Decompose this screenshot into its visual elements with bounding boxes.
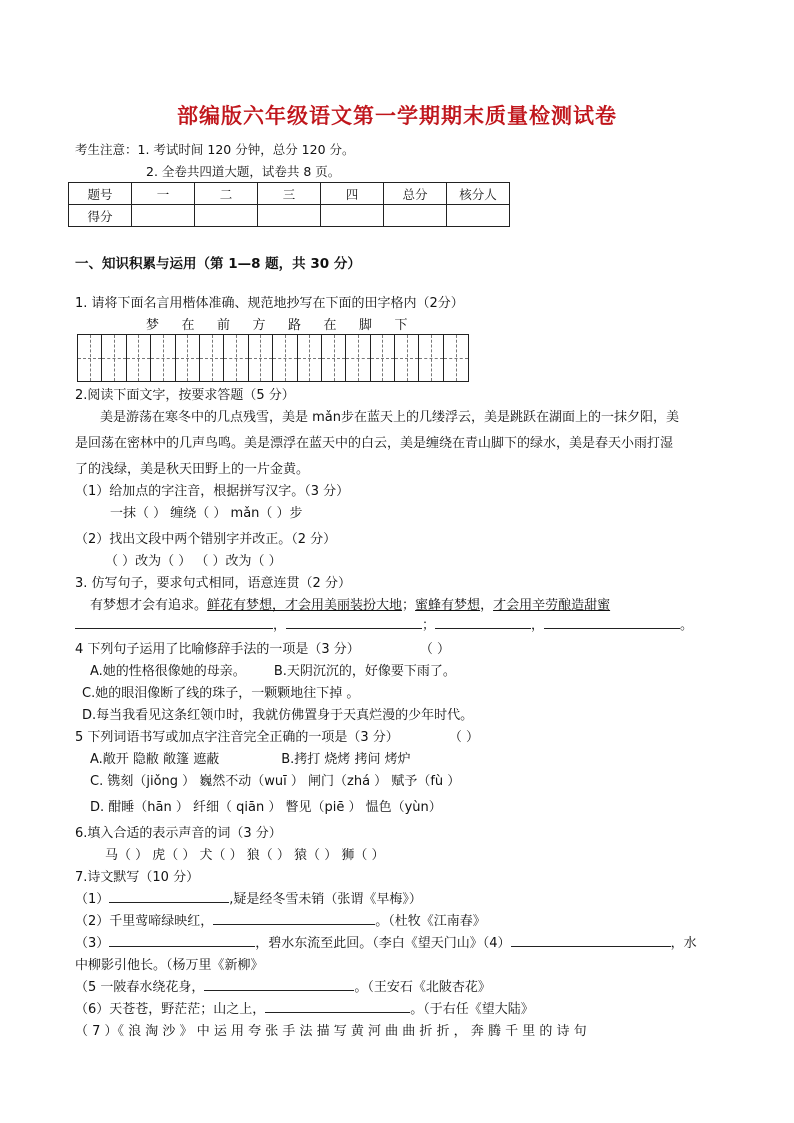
table-cell: 题号 [69,183,132,205]
question-text: 5 下列词语书写或加点字注音完全正确的一项是（3 分） [75,730,399,745]
poem-line [75,910,486,929]
score-input-cell[interactable] [321,205,384,227]
grid-cell[interactable] [298,335,322,381]
answer-line[interactable]: 一抹（ ） 缠绕（ ） mǎn（ ）步 [110,506,303,521]
grid-cell[interactable] [127,335,151,381]
option-row [90,660,456,679]
blank[interactable] [286,616,422,629]
poem-text: ,疑是经冬雪未销（张谓《早梅》） [229,892,422,907]
passage-line: 是回荡在密林中的几声鸟鸣。美是漂浮在蓝天中的白云，美是缠绕在青山脚下的绿水，美是春天小雨打湿 [75,436,674,451]
section-heading: 一、知识积累与运用（第 1—8 题，共 30 分） [75,256,361,272]
copy-char: 前 [217,318,231,333]
poem-text: 。（王安石《北陂杏花》 [354,980,491,995]
grid-cell[interactable] [395,335,419,381]
exam-notice-2: 2. 全卷共四道大题，试卷共 8 页。 [146,164,341,179]
score-table-header [69,183,510,205]
blank[interactable] [544,616,680,629]
poem-text: （2）千里莺啼绿映红， [75,914,214,929]
poem-line [75,998,534,1017]
punct: ， [531,618,545,633]
punct: 。 [680,618,694,633]
grid-cell[interactable] [224,335,248,381]
copy-char: 在 [181,318,195,333]
poem-line [75,888,422,907]
grid-cell[interactable] [102,335,126,381]
table-cell: 二 [195,183,258,205]
table-cell: 四 [321,183,384,205]
option-d[interactable]: D.每当我看见这条红领巾时，我就仿佛置身于天真烂漫的少年时代。 [82,708,474,723]
question-2: 2.阅读下面文字，按要求答题（5 分） [75,388,295,403]
example-underlined: 蜜蜂有梦想 [415,598,481,613]
grid-cell[interactable] [78,335,102,381]
example-sep: ； [402,598,416,613]
answer-paren[interactable]: （ ） [419,642,450,657]
copy-char: 路 [288,318,302,333]
score-table-row [69,205,510,227]
blank[interactable] [435,616,531,629]
poem-text: 。（杜牧《江南春》 [375,914,486,929]
example-underlined: 鲜花有梦想，才会用美丽装扮大地 [207,598,403,613]
example-sentence [90,594,610,613]
grid-cell[interactable] [371,335,395,381]
option-d[interactable]: D. 酣睡（hān ） 纤细（ qiān ） 瞥见（piē ） 愠色（yùn） [90,800,442,815]
exam-notice-1: 考生注意：1. 考试时间 120 分钟，总分 120 分。 [75,142,355,157]
answer-line[interactable]: 马（ ） 虎（ ） 犬（ ） 狼（ ） 猿（ ） 狮（ ） [105,848,385,863]
grid-cell[interactable] [346,335,370,381]
copy-char: 下 [394,318,408,333]
poem-text: （5 一陂春水绕花身， [75,980,205,995]
option-row [90,748,411,767]
question-5 [75,726,479,745]
question-7: 7.诗文默写（10 分） [75,870,200,885]
option-c[interactable]: C. 镌刻（jiǒng ） 巍然不动（wuī ） 闸门（zhá ） 赋予（fù ） [90,774,461,789]
question-1: 1. 请将下面名言用楷体准确、规范地抄写在下面的田字格内（2分） [75,296,464,311]
blank[interactable] [265,1000,410,1013]
blank[interactable] [204,978,354,991]
poem-line: 中柳影引他长。（杨万里《新柳》 [75,958,264,973]
imitation-answer-line[interactable] [75,614,693,633]
question-text: 4 下列句子运用了比喻修辞手法的一项是（3 分） [75,642,360,657]
score-input-cell[interactable] [132,205,195,227]
blank[interactable] [213,912,375,925]
blank[interactable] [109,934,255,947]
question-3: 3. 仿写句子，要求句式相同，语意连贯（2 分） [75,576,351,591]
answer-line[interactable]: （ ）改为（ ） （ ）改为（ ） [105,554,282,569]
poem-text: ，水 [670,936,697,951]
table-cell: 一 [132,183,195,205]
passage-line: 了的浅绿，美是秋天田野上的一片金黄。 [75,462,310,477]
option-b[interactable]: B.天阴沉沉的，好像要下雨了。 [273,664,456,679]
poem-text: （6）天苍苍，野茫茫；山之上， [75,1002,266,1017]
grid-cell[interactable] [419,335,443,381]
poem-text: ，碧水东流至此回。（李白《望天门山》（4） [255,936,511,951]
poem-line [75,932,697,951]
example-sep: ， [480,598,494,613]
copy-char: 梦 [146,318,160,333]
grid-cell[interactable] [151,335,175,381]
punct: ， [273,618,287,633]
table-cell: 核分人 [447,183,510,205]
copy-characters [146,314,430,333]
copy-char: 脚 [359,318,373,333]
poem-line [75,976,491,995]
sub-question: （1）给加点的字注音，根据拼写汉字。（3 分） [75,484,350,499]
poem-text: 。（于右任《望大陆》 [410,1002,534,1017]
grid-cell[interactable] [322,335,346,381]
copy-char: 在 [323,318,337,333]
answer-paren[interactable]: （ ） [448,730,479,745]
poem-text: （1） [75,892,110,907]
grid-cell[interactable] [176,335,200,381]
punct: ； [422,618,436,633]
option-b[interactable]: B.拷打 烧烤 拷问 烤炉 [281,752,411,767]
grid-cell[interactable] [273,335,297,381]
score-input-cell[interactable] [384,205,447,227]
question-4 [75,638,450,657]
grid-cell[interactable] [200,335,224,381]
score-table [68,182,510,227]
option-a[interactable]: A.敞开 隐敝 敞篷 遮蔽 [90,752,220,767]
grid-cell[interactable] [444,335,468,381]
passage-line: 美是游荡在寒冬中的几点残雪，美是 mǎn步在蓝天上的几缕浮云，美是跳跃在湖面上的一抹夕阳，美 [100,410,680,425]
score-input-cell[interactable] [258,205,321,227]
example-underlined: 才会用辛劳酿造甜蜜 [493,598,611,613]
tianzige-grid[interactable] [77,334,469,382]
table-cell: 得分 [69,205,132,227]
table-cell: 总分 [384,183,447,205]
grid-cell[interactable] [249,335,273,381]
score-input-cell[interactable] [195,205,258,227]
question-6: 6.填入合适的表示声音的词（3 分） [75,826,282,841]
example-lead: 有梦想才会有追求。 [90,598,208,613]
option-a[interactable]: A.她的性格很像她的母亲。 [90,664,246,679]
poem-text: （3） [75,936,110,951]
score-input-cell[interactable] [447,205,510,227]
poem-line: （ 7 ）《 浪 淘 沙 》 中 运 用 夸 张 手 法 描 写 黄 河 曲 曲 折 折 ， 奔 腾 千 里 的 诗 句 [75,1024,587,1039]
blank[interactable] [511,934,671,947]
blank[interactable] [109,890,229,903]
option-c[interactable]: C.她的眼泪像断了线的珠子，一颗颗地往下掉 。 [82,686,360,701]
copy-char: 方 [252,318,266,333]
blank[interactable] [75,616,273,629]
sub-question: （2）找出文段中两个错别字并改正。（2 分） [75,532,337,547]
page-title: 部编版六年级语文第一学期期末质量检测试卷 [177,104,617,128]
table-cell: 三 [258,183,321,205]
